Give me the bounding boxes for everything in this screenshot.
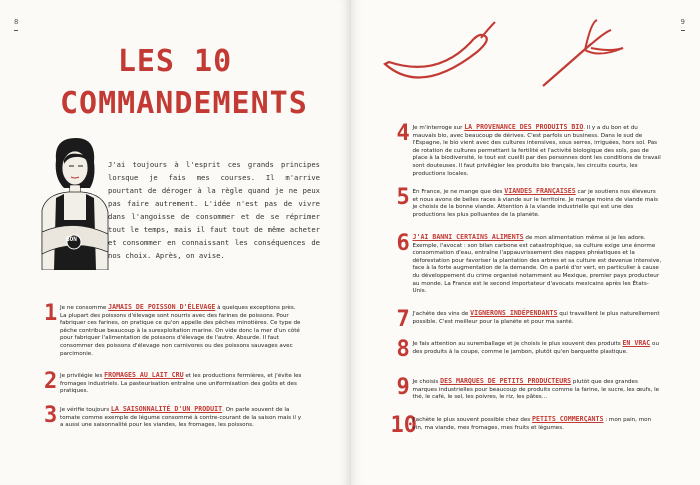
title-line-2: COMMANDEMENTS <box>60 86 308 121</box>
right-page <box>351 0 700 485</box>
commandment-highlight: FROMAGES AU LAIT CRU <box>104 371 184 379</box>
chili-pepper-illustration <box>381 18 501 88</box>
commandment-highlight: LA SAISONNALITÉ D'UN PRODUIT <box>110 405 223 413</box>
commandment-text: En France, je ne mange que des VIANDES FRANÇAISES car je soutiens nos éleveurs et nous avons de belles races à viande sur le territoire. Je mange moins de viande mais je choisis de la bonne viande. Attention à la viande industrielle qui est une des productions les plus polluantes de la planète. <box>412 187 659 218</box>
chef-portrait-illustration <box>34 130 114 270</box>
commandment-number: 2 <box>44 369 58 394</box>
commandment-highlight: JAMAIS DE POISSON D'ÉLEVAGE <box>108 303 216 311</box>
page-number-right: 9 <box>680 18 685 26</box>
title-line-1: LES 10 <box>117 44 233 79</box>
page-number-left: 8 <box>14 18 19 26</box>
commandment-number: 6 <box>396 231 410 256</box>
commandment-text: J'achète le plus souvent possible chez des PETITS COMMERÇANTS : mon pain, mon vin, ma viande, mes fromages, mes fruits et légumes. <box>412 415 652 431</box>
commandment-highlight: J'AI BANNI CERTAINS ALIMENTS <box>412 233 524 241</box>
commandment-number: 3 <box>44 403 58 428</box>
pitchfork-illustration <box>539 12 629 92</box>
commandment-highlight: DES MARQUES DE PETITS PRODUCTEURS <box>440 377 572 385</box>
commandment-6 <box>396 231 663 296</box>
commandment-highlight: LA PROVENANCE DES PRODUITS BIO <box>464 123 584 131</box>
commandment-text: Je ne consomme JAMAIS DE POISSON D'ÉLEVAGE à quelques exceptions près. La plupart des poissons d'élevage sont nourris avec des farines de poissons. Pour fabriquer ces farines, on pratique ce qu'on appelle des pêches minotières. Ce type de pêche contribue beaucoup à la surexploitation marine. On vide donc la mer d'un côté pour fabriquer l'alimentation de poissons d'élevage de l'autre. Absurde. Il faut consommer des poissons d'élevage non carnivores ou des poissons sauvages avec parcimonie. <box>60 303 301 357</box>
commandment-text: Je fais attention au suremballage et je choisis le plus souvent des produits EN VRAC ou des produits à la coupe, comme le jambon, plutôt qu'en barquette plastique. <box>412 339 659 355</box>
commandment-number: 7 <box>396 307 410 332</box>
commandment-highlight: VIGNERONS INDÉPENDANTS <box>470 309 558 317</box>
commandment-highlight: EN VRAC <box>622 339 651 347</box>
commandment-number: 1 <box>44 301 58 326</box>
commandment-highlight: PETITS COMMERÇANTS <box>532 415 604 423</box>
commandment-number: 4 <box>396 121 410 146</box>
commandment-text: Je vérifie toujours LA SAISONNALITÉ D'UN PRODUIT. On parle souvent de la tomate comme exemple de légume consommé à contre-courant de la saison mais il y a aussi une saisonnalité pour les viandes, les fromages, les poissons. <box>60 405 302 429</box>
commandment-3 <box>44 403 302 430</box>
commandment-number: 9 <box>396 375 410 400</box>
commandment-number: 5 <box>396 185 410 210</box>
commandment-9 <box>396 375 663 402</box>
commandment-7 <box>396 307 663 332</box>
intro-paragraph: J'ai toujours à l'esprit ces grands principes lorsque je fais mes courses. Il m'arrive pourtant de déroger à la règle quand je ne peux pas faire autrement. L'idée n'est pas de vivre dans l'angoisse de consommer et de se réprimer tout le temps, mais il faut tout de même acheter et consommer en connaissant les conséquences de nos choix. Après, on avise. <box>108 160 320 260</box>
commandment-text: J'AI BANNI CERTAINS ALIMENTS de mon alimentation même si je les adore. Exemple, l'avocat : son bilan carbone est catastrophique, sa culture exige une énorme consommation d'eau, entraîne l'appauvrissement des nappes phréatiques et la déforestation pour favoriser la plantation des arbres et sa culture est devenue intensive, face à la forte augmentation de la demande. On a parlé d'or vert, en particulier à cause du développement du crime organisé notamment au Mexique, premier pays producteur au monde. La France est le second importateur d'avocats mexicains après les États-Unis. <box>412 233 662 295</box>
commandment-highlight: VIANDES FRANÇAISES <box>504 187 576 195</box>
apron-label: BON <box>66 236 77 243</box>
commandment-2 <box>44 369 302 396</box>
commandment-number: 10 <box>390 413 417 438</box>
commandment-10 <box>390 413 663 438</box>
commandment-text: Je choisis DES MARQUES DE PETITS PRODUCTEURS plutôt que des grandes marques industrielles pour beaucoup de produits comme la farine, le sucre, les œufs, le thé, le café, le sel, les poivres, le riz, les pâtes… <box>412 377 660 401</box>
commandment-5 <box>396 185 663 219</box>
commandment-1 <box>44 301 302 358</box>
commandment-text: Je m'interroge sur LA PROVENANCE DES PRODUITS BIO. Il y a du bon et du mauvais bio, avec beaucoup de dérives. C'est parfois un business. Dans le sud de l'Espagne, le bio vient avec des cultures intensives, sous serres, irriguées, hors sol. Pas de rotation de cultures permettant la fertilité et l'activité biologique des sols, pas de place à la biodiversité, le tout est cueilli par des personnes dont les conditions de travail sont douteuses. Il faut privilégier les produits bio français, les circuits courts, les productions locales. <box>412 123 661 177</box>
commandment-4 <box>396 121 663 178</box>
commandment-text: Je privilégie les FROMAGES AU LAIT CRU et les productions fermières, et j'évite les fromages industriels. La pasteurisation entraîne une uniformisation des goûts et des pratiques. <box>60 371 302 395</box>
commandment-text: J'achète des vins de VIGNERONS INDÉPENDANTS qui travaillent le plus naturellement possible. C'est meilleur pour la planète et pour ma santé. <box>412 309 660 325</box>
commandment-number: 8 <box>396 337 410 362</box>
commandment-8 <box>396 337 663 362</box>
